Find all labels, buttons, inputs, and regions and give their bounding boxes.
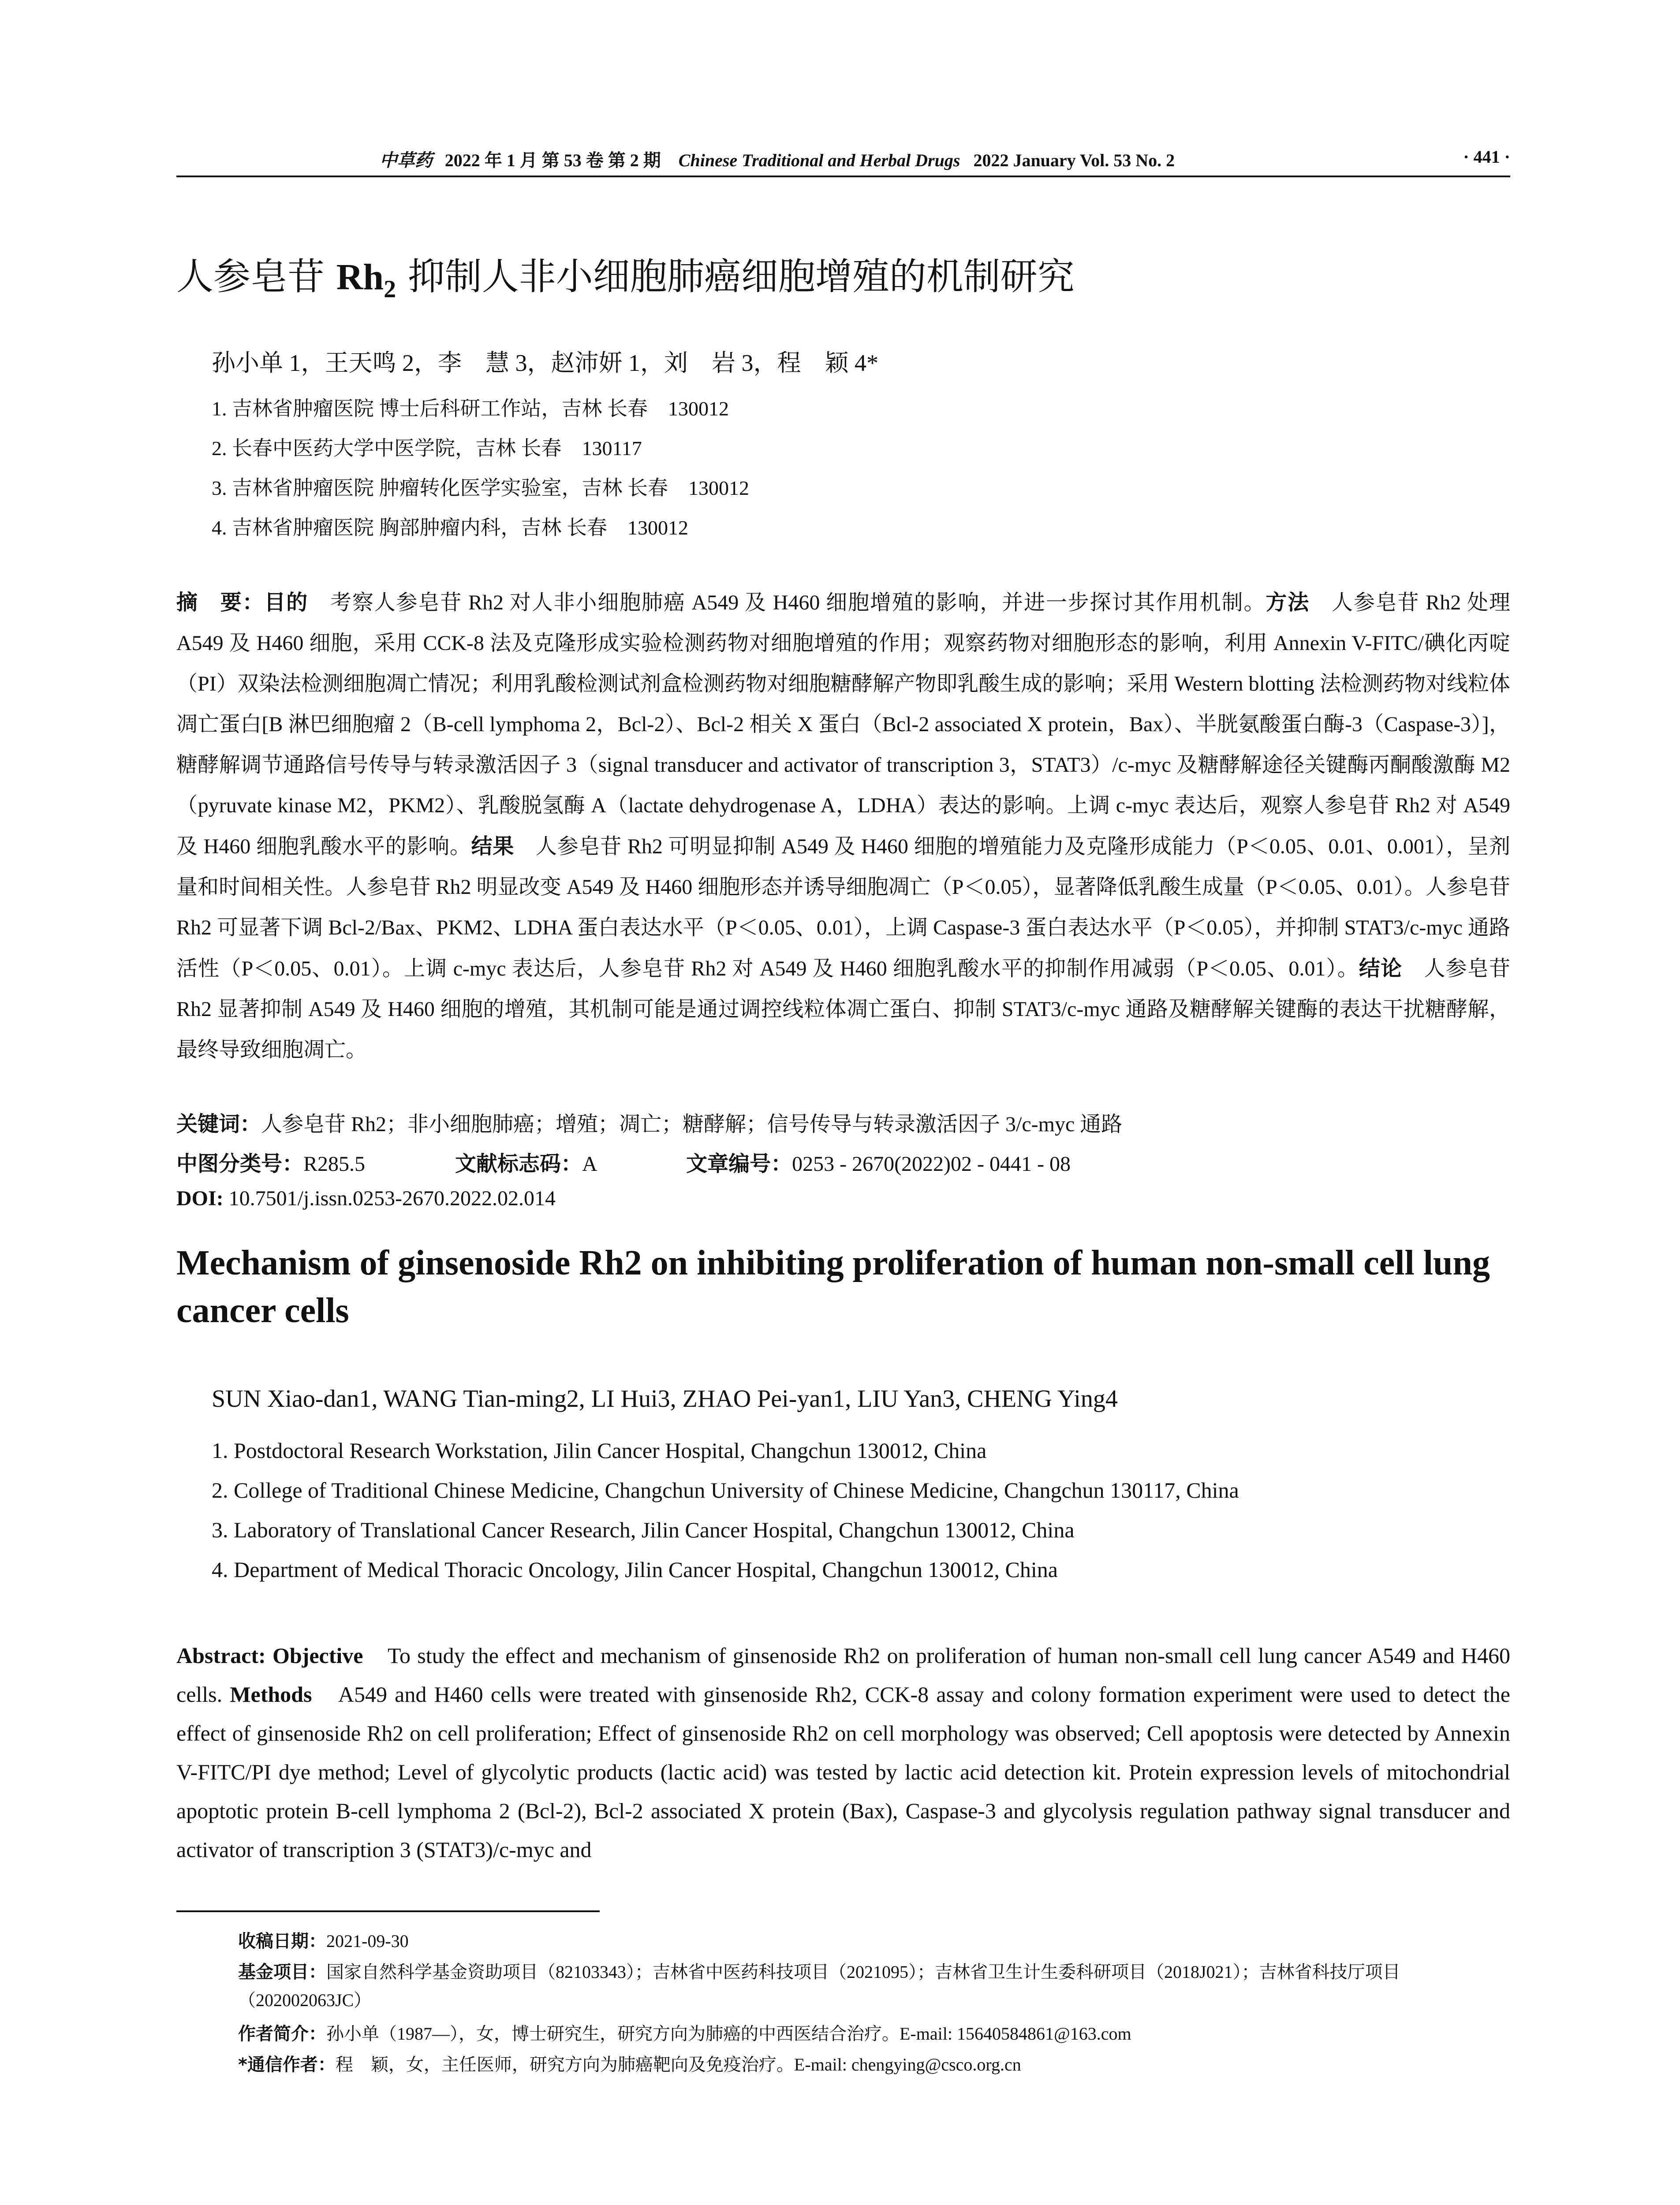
methods-en-label: Methods [230, 1682, 312, 1707]
results-cn-label: 结果 [471, 834, 515, 859]
conclusion-cn: 人参皂苷 Rh2 显著抑制 A549 及 H460 细胞的增殖，其机制可能是通过调控线粒体凋亡蛋白、抑制 STAT3/c-myc 通路及糖酵解关键酶的表达干扰糖酵解，最终导致细胞凋亡。 [176, 957, 1510, 1061]
chinese-title-pre: 人参皂苷 [176, 255, 336, 298]
journal-name-en: Chinese Traditional and Herbal Drugs [678, 150, 960, 170]
received-label: 收稿日期： [238, 1931, 326, 1951]
authors-en: SUN Xiao-dan1, WANG Tian-ming2, LI Hui3, ZHAO Pei-yan1, LIU Yan3, CHENG Ying4 [212, 1385, 1118, 1413]
chinese-title-sub: 2 [384, 275, 396, 303]
keywords-label: 关键词： [176, 1112, 261, 1136]
footnote-received [238, 1927, 1510, 1955]
doi-label: DOI: [176, 1187, 224, 1210]
header-rule [176, 176, 1510, 177]
objective-cn-label: 目的 [264, 590, 309, 615]
footnote-bio [238, 2020, 1510, 2048]
results-cn: 人参皂苷 Rh2 可明显抑制 A549 及 H460 细胞的增殖能力及克隆形成能力（P＜0.05、0.01、0.001），呈剂量和时间相关性。人参皂苷 Rh2 明显改变 A549 及 H460 细胞形态并诱导细胞凋亡（P＜0.05），显著降低乳酸生成量（P＜0.05、0.01）。人参皂苷 Rh2 可显著下调 Bcl-2/Bax、PKM2、LDHA 蛋白表达水平（P＜0.05、0.01），上调 Caspase-3 蛋白表达水平（P＜0.05），并抑制 STAT3/c-myc 通路活性（P＜0.05、0.01）。上调 c-myc 表达后，人参皂苷 Rh2 对 A549 及 H460 细胞乳酸水平的抑制作用减弱（P＜0.05、0.01）。 [176, 835, 1510, 980]
clc-label: 中图分类号： [176, 1151, 304, 1176]
running-header [176, 140, 1510, 176]
methods-cn-label: 方法 [1266, 590, 1310, 615]
corr: 程 颖，女，主任医师，研究方向为肺癌靶向及免疫治疗。E-mail: chengying@csco.org.cn [335, 2055, 1021, 2074]
affiliation-cn-3: 3. 吉林省肿瘤医院 肿瘤转化医学实验室，吉林 长春 130012 [212, 477, 749, 499]
article-no-label: 文章编号： [686, 1151, 792, 1176]
issue-en: 2022 January Vol. 53 No. 2 [973, 150, 1175, 170]
bio-label: 作者简介： [238, 2024, 326, 2044]
journal-brand: 中草药 [379, 150, 433, 171]
chinese-title-rh: Rh [336, 257, 384, 298]
affiliation-cn-4: 4. 吉林省肿瘤医院 胸部肿瘤内科，吉林 长春 130012 [212, 516, 688, 539]
keywords: 人参皂苷 Rh2；非小细胞肺癌；增殖；凋亡；糖酵解；信号传导与转录激活因子 3/c-myc 通路 [261, 1113, 1123, 1136]
bio: 孙小单（1987—），女，博士研究生，研究方向为肺癌的中西医结合治疗。E-mail: 15640584861@163.com [326, 2024, 1131, 2044]
chinese-title [176, 247, 1075, 303]
affiliation-en-4: 4. Department of Medical Thoracic Oncology, Jilin Cancer Hospital, Changchun 130012, China [212, 1557, 1058, 1582]
classification-line [176, 1147, 1071, 1177]
abstract-cn-label: 摘 要： [176, 590, 265, 615]
running-header-center [176, 146, 1378, 172]
english-title: Mechanism of ginsenoside Rh2 on inhibiting proliferation of human non-small cell lung cancer cells [176, 1244, 1490, 1330]
fund: 国家自然科学基金资助项目（82103343）；吉林省中医药科技项目（2021095）；吉林省卫生计生委科研项目（2018J021）；吉林省科技厅项目（202002063JC） [238, 1962, 1400, 2010]
footnote-rule [176, 1910, 600, 1912]
doi: 10.7501/j.issn.0253-2670.2022.02.014 [228, 1187, 556, 1210]
abstract-cn [176, 582, 1510, 1070]
affiliation-en-1: 1. Postdoctoral Research Workstation, Jilin Cancer Hospital, Changchun 130012, China [212, 1438, 987, 1463]
chinese-title-post: 抑制人非小细胞肺癌细胞增殖的机制研究 [396, 255, 1075, 298]
abstract-en-label: Abstract: Objective [176, 1643, 363, 1668]
keywords-line [176, 1107, 1122, 1137]
issue-cn: 2022 年 1 月 第 53 卷 第 2 期 [444, 150, 661, 170]
received: 2021-09-30 [326, 1931, 409, 1951]
affiliation-en-2: 2. College of Traditional Chinese Medicine, Changchun University of Chinese Medicine, Changchun 130117, China [212, 1478, 1239, 1502]
footnote-corresponding [238, 2051, 1510, 2079]
authors-cn: 孙小单 1，王天鸣 2，李 慧 3，赵沛妍 1，刘 岩 3，程 颖 4* [212, 350, 878, 376]
doc-code: A [582, 1152, 597, 1176]
clc: R285.5 [303, 1152, 366, 1176]
abstract-en [176, 1636, 1510, 1869]
affiliation-en-3: 3. Laboratory of Translational Cancer Research, Jilin Cancer Hospital, Changchun 130012, China [212, 1517, 1075, 1542]
methods-en: A549 and H460 cells were treated with ginsenoside Rh2, CCK-8 assay and colony formation experiment were used to detect the effect of ginsenoside Rh2 on cell proliferation; Effect of ginsenoside Rh2 on cell morphology was observed; Cell apoptosis were detected by Annexin V-FITC/PI dye method; Level of glycolytic products (lactic acid) was tested by lactic acid detection kit. Protein expression levels of mitochondrial apoptotic protein B-cell lymphoma 2 (Bcl-2), Bcl-2 associated X protein (Bax), Caspase-3 and glycolysis regulation pathway signal transducer and activator of transcription 3 (STAT3)/c-myc and [176, 1682, 1510, 1862]
footnote-fund [238, 1958, 1510, 2014]
doi-line [176, 1186, 556, 1211]
fund-label: 基金项目： [238, 1962, 326, 1982]
objective-cn: 考察人参皂苷 Rh2 对人非小细胞肺癌 A549 及 H460 细胞增殖的影响，并进一步探讨其作用机制。 [308, 591, 1266, 614]
page-number: · 441 · [1463, 147, 1510, 167]
doc-code-label: 文献标志码： [455, 1151, 582, 1176]
affiliation-cn-1: 1. 吉林省肿瘤医院 博士后科研工作站，吉林 长春 130012 [212, 397, 729, 420]
conclusion-cn-label: 结论 [1359, 956, 1403, 981]
article-no: 0253 - 2670(2022)02 - 0441 - 08 [792, 1152, 1071, 1176]
affiliation-cn-2: 2. 长春中医药大学中医学院，吉林 长春 130117 [212, 437, 642, 460]
objective-en: To study the effect and mechanism of ginsenoside Rh2 on proliferation of human non-small cell lung cancer A549 and H460 cells. [176, 1643, 1510, 1707]
methods-cn: 人参皂苷 Rh2 处理 A549 及 H460 细胞，采用 CCK-8 法及克隆形成实验检测药物对细胞增殖的作用；观察药物对细胞形态的影响，利用 Annexin V-FITC/碘化丙啶（PI）双染法检测细胞凋亡情况；利用乳酸检测试剂盒检测药物对细胞糖酵解产物即乳酸生成的影响；采用 Western blotting 法检测药物对线粒体凋亡蛋白[B 淋巴细胞瘤 2（B-cell lymphoma 2，Bcl-2）、Bcl-2 相关 X 蛋白（Bcl-2 associated X protein，Bax）、半胱氨酸蛋白酶-3（Caspase-3）]，糖酵解调节通路信号传导与转录激活因子 3（signal transducer and activator of transcription 3，STAT3）/c-myc 及糖酵解途径关键酶丙酮酸激酶 M2（pyruvate kinase M2，PKM2）、乳酸脱氢酶 A（lactate dehydrogenase A，LDHA）表达的影响。上调 c-myc 表达后，观察人参皂苷 Rh2 对 A549 及 H460 细胞乳酸水平的影响。 [176, 591, 1510, 858]
corr-label: *通信作者： [238, 2055, 336, 2075]
